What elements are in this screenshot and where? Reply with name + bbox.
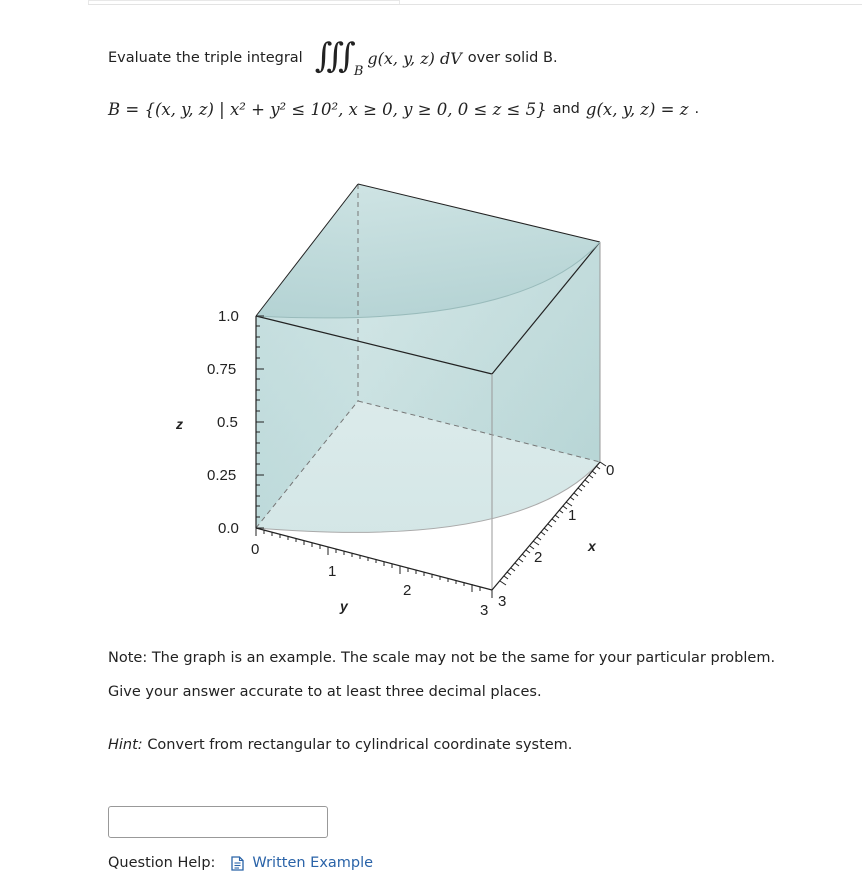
written-example-link[interactable] [231,855,373,871]
y-axis-label: y [340,598,348,614]
y-tick-1: 1 [328,563,337,580]
question-help-label: Question Help: [108,855,216,871]
top-divider [88,4,862,5]
x-tick-3: 3 [498,593,507,610]
hint-label: Hint: [108,737,143,753]
question-line-2 [108,94,699,124]
question-prefix: Evaluate the triple integral [108,50,303,66]
hint-text: Convert from rectangular to cylindrical coordinate system. [147,737,573,753]
x-tick-0: 0 [606,462,615,479]
graph-note: Note: The graph is an example. The scale may not be the same for your particular problem. [108,650,776,666]
triple-integral-symbol: ∫∫∫ [314,36,350,76]
question-line-1 [108,28,558,88]
z-tick-05: 0.5 [217,414,238,431]
y-axis [256,528,492,598]
z-tick-025: 0.25 [207,467,237,484]
document-icon [231,856,244,871]
z-tick-075: 0.75 [207,361,237,378]
y-tick-3: 3 [480,602,489,619]
answer-input[interactable] [108,806,328,838]
example-graph [160,170,640,630]
question-help [108,855,373,871]
over-solid-text: over solid B. [467,50,558,66]
solid-region-3d-plot [160,170,640,630]
y-tick-2: 2 [403,582,412,599]
region-definition: B = {(x, y, z) | x² + y² ≤ 10², x ≥ 0, y ≥ 0, 0 ≤ z ≤ 5} [108,99,547,119]
hint [108,737,572,753]
x-tick-2: 2 [534,549,543,566]
accuracy-instruction: Give your answer accurate to at least three decimal places. [108,684,542,700]
x-axis-label: x [588,538,596,554]
x-tick-1: 1 [568,507,577,524]
z-axis-label: z [176,416,183,432]
written-example-text: Written Example [252,855,374,871]
integral-region-subscript: B [353,63,364,79]
function-definition: g(x, y, z) = z [585,99,689,119]
and-text: and [552,101,580,117]
z-tick-1: 1.0 [218,308,239,325]
trailing-period: . [694,101,700,117]
y-tick-0: 0 [251,541,260,558]
integrand: g(x, y, z) dV [367,48,462,68]
z-tick-0: 0.0 [218,520,239,537]
